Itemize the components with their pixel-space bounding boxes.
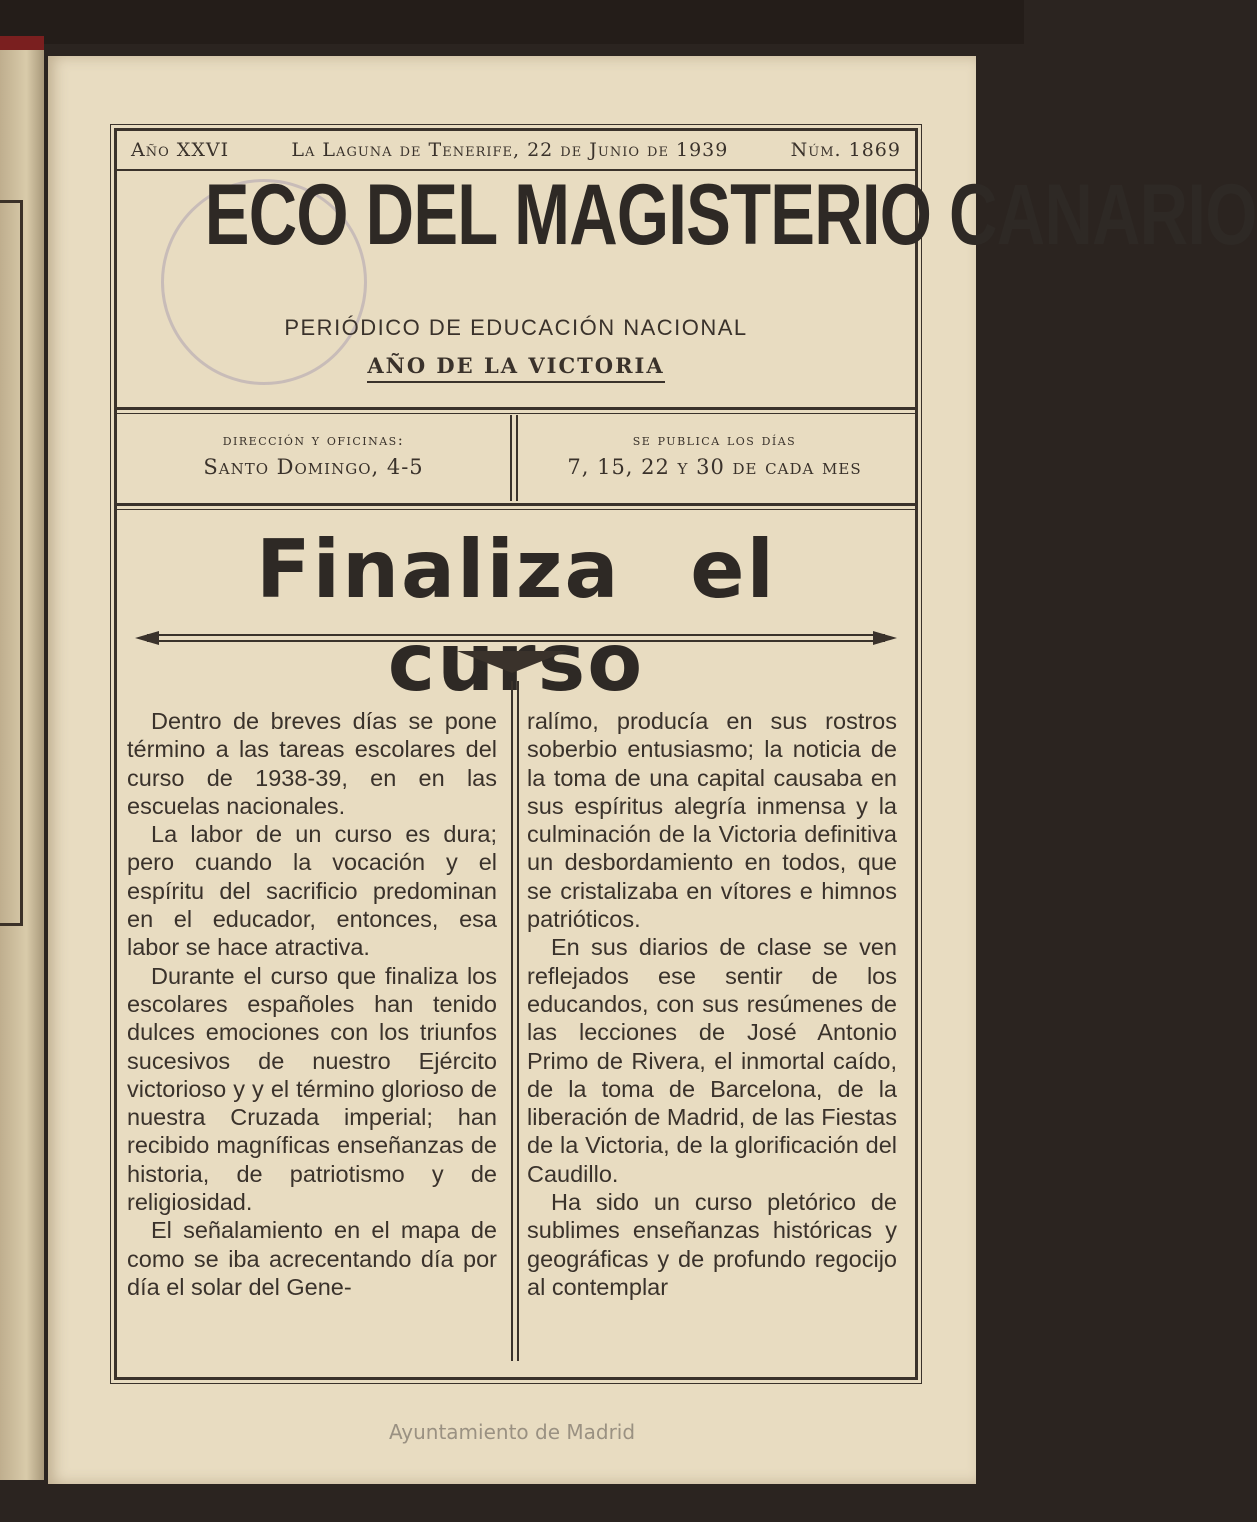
divider-rule-thin	[117, 413, 915, 414]
schedule-value: 7, 15, 22 y 30 de cada mes	[567, 455, 862, 479]
address-label: dirección y oficinas:	[222, 431, 405, 449]
paragraph: Dentro de breves días se pone término a las tareas escolares del curso de 1938-39, en en las escuelas nacionales.	[127, 708, 497, 819]
column-divider	[511, 681, 519, 1361]
paragraph: Durante el curso que finaliza los escolares españoles han tenido dulces emociones con los triunfos sucesivos de nuestro Ejército victorioso y y el término glorioso de nuestra Cruzada imperial; han recibido magníficas enseñanzas de historia, de patriotismo y de religiosidad.	[127, 962, 497, 1216]
headline-arrow-rule	[135, 631, 897, 645]
masthead-title: ECO DEL MAGISTERIO CANARIO	[204, 167, 1257, 263]
headline-ornament	[457, 651, 567, 677]
divider-rule-2	[117, 503, 915, 506]
paragraph: La labor de un curso es dura; pero cuando la vocación y el espíritu del sacrificio predominan en el educador, entonces, esa labor se hace atractiva.	[127, 821, 497, 961]
article-right-column	[527, 707, 897, 1301]
paragraph: Ha sido un curso pletórico de sublimes enseñanzas históricas y geográficas y de profundo regocijo al contemplar	[527, 1189, 897, 1300]
page-frame	[114, 128, 1257, 1380]
scan-top-edge	[0, 0, 1024, 44]
issue-header	[117, 131, 915, 171]
paragraph: En sus diarios de clase se ven reflejados ese sentir de los educandos, con sus resúmenes de las lecciones de José Antonio Primo de Rivera, el inmortal caído, de la toma de Barcelona, de la liberación de Madrid, de las Fiestas de la Victoria, de la glorificación del Caudillo.	[527, 934, 897, 1187]
address-value: Santo Domingo, 4-5	[203, 455, 424, 479]
newspaper-page	[48, 56, 1257, 1484]
paragraph: ralímo, producía en sus rostros soberbio entusiasmo; la noticia de la toma de una capital causaba en sus espíritus alegría inmensa y la culminación de la Victoria definitiva un desbordamiento en todos, que se cristalizaba en vítores e himnos patrióticos.	[527, 708, 897, 933]
article-headline: Finaliza el curso	[256, 523, 776, 709]
divider-rule-2-thin	[117, 509, 915, 510]
masthead-tagline: AÑO DE LA VICTORIA	[117, 353, 915, 378]
issue-number: Núm. 1869	[790, 139, 901, 161]
issue-year: Año XXVI	[131, 139, 230, 161]
adjacent-page-edge	[0, 40, 44, 1480]
masthead-subtitle: PERIÓDICO DE EDUCACIÓN NACIONAL	[284, 315, 748, 340]
address-box	[117, 415, 510, 501]
issue-place-date: La Laguna de Tenerife, 22 de Junio de 1939	[291, 139, 729, 161]
divider-rule	[117, 407, 915, 410]
schedule-label: se publica los días	[632, 431, 797, 449]
watermark-footer: Ayuntamiento de Madrid	[388, 1420, 636, 1444]
schedule-box	[514, 415, 915, 501]
article-left-column	[127, 707, 497, 1301]
paragraph: El señalamiento en el mapa de como se iba acrecentando día por día el solar del Gene-	[127, 1217, 497, 1300]
binding-tab	[0, 36, 44, 50]
